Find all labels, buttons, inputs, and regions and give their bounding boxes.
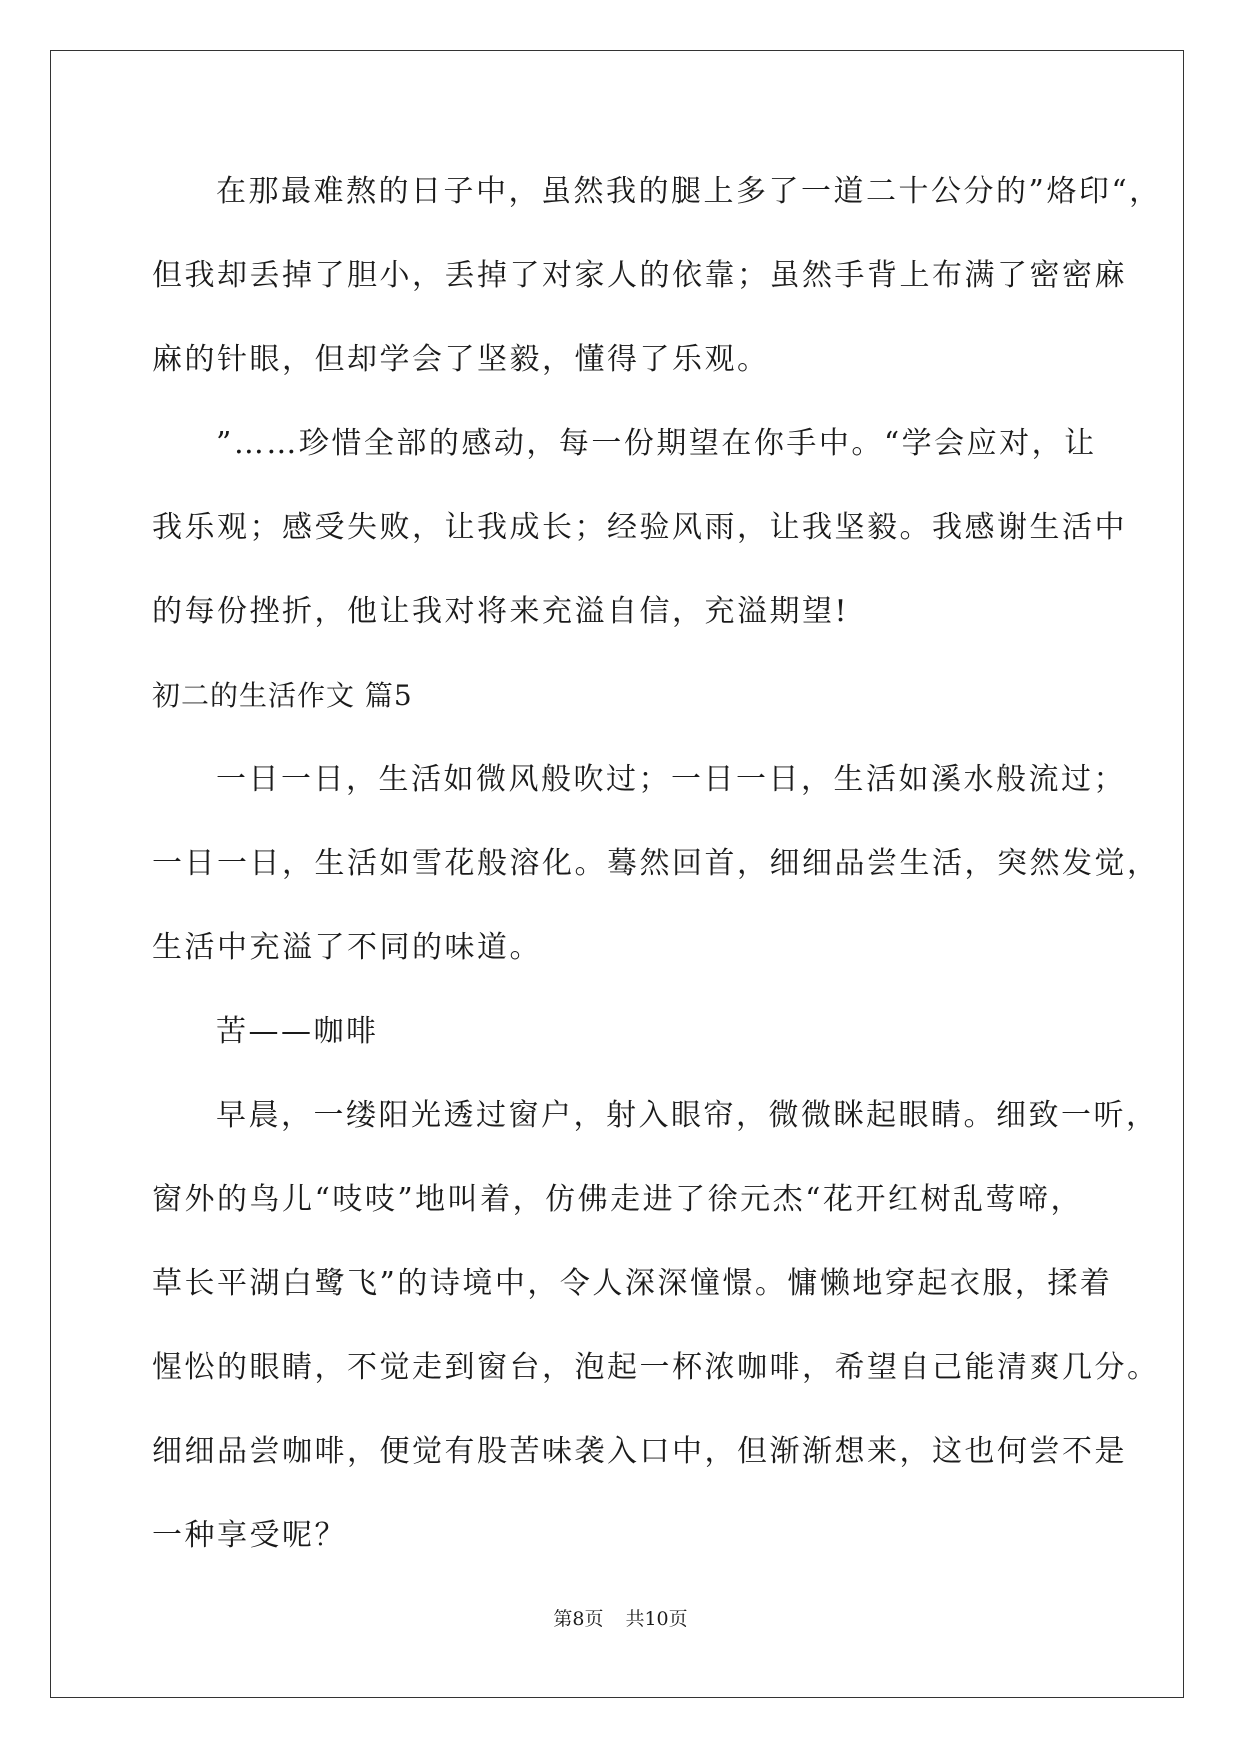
page-number: 第8页 bbox=[553, 1608, 604, 1630]
paragraph-line: 细细品尝咖啡，便觉有股苦味袭入口中，但渐渐想来，这也何尝不是 bbox=[152, 1434, 1127, 1469]
section-heading: 初二的生活作文 篇5 bbox=[152, 679, 413, 712]
subheading-line: 苦——咖啡 bbox=[216, 1014, 379, 1049]
paragraph-line: 一日一日，生活如微风般吹过；一日一日，生活如溪水般流过； bbox=[216, 762, 1126, 797]
paragraph-line: 早晨，一缕阳光透过窗户，射入眼帘，微微眯起眼睛。细致一听， bbox=[216, 1098, 1159, 1133]
paragraph-line: ”……珍惜全部的感动，每一份期望在你手中。“学会应对，让 bbox=[216, 426, 1097, 461]
paragraph-line: 生活中充溢了不同的味道。 bbox=[152, 930, 542, 965]
document-body bbox=[152, 162, 1162, 1590]
paragraph-line: 一日一日，生活如雪花般溶化。蓦然回首，细细品尝生活，突然发觉， bbox=[152, 846, 1160, 881]
paragraph-line: 草长平湖白鹭飞”的诗境中，令人深深憧憬。慵懒地穿起衣服，揉着 bbox=[152, 1266, 1113, 1301]
page-total: 共10页 bbox=[625, 1608, 688, 1630]
paragraph-line: 窗外的鸟儿“吱吱”地叫着，仿佛走进了徐元杰“花开红树乱莺啼， bbox=[152, 1182, 1084, 1217]
paragraph-line: 麻的针眼，但却学会了坚毅，懂得了乐观。 bbox=[152, 342, 770, 377]
page-footer bbox=[0, 1604, 1241, 1631]
paragraph-line: 一种享受呢？ bbox=[152, 1518, 347, 1553]
paragraph-line: 但我却丢掉了胆小，丢掉了对家人的依靠；虽然手背上布满了密密麻 bbox=[152, 258, 1127, 293]
paragraph-line: 惺忪的眼睛，不觉走到窗台，泡起一杯浓咖啡，希望自己能清爽几分。 bbox=[152, 1350, 1160, 1385]
paragraph-line: 在那最难熬的日子中，虽然我的腿上多了一道二十公分的”烙印“， bbox=[216, 174, 1162, 209]
paragraph-line: 的每份挫折，他让我对将来充溢自信，充溢期望! bbox=[152, 594, 850, 629]
paragraph-line: 我乐观；感受失败，让我成长；经验风雨，让我坚毅。我感谢生活中 bbox=[152, 510, 1127, 545]
